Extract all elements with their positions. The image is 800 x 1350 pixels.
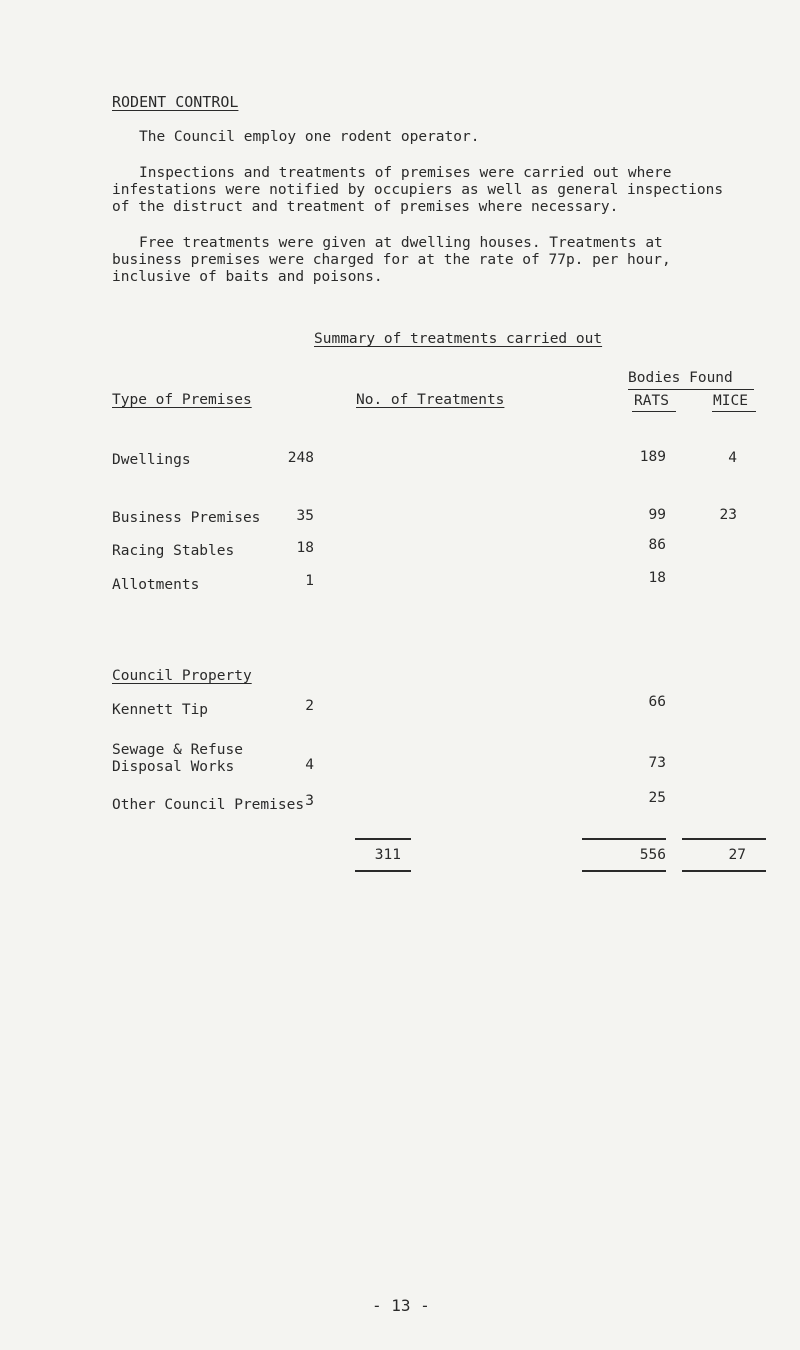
row-racing-type: Racing Stables: [112, 543, 235, 559]
paragraph-2-line-1: Inspections and treatments of premises were carried out where: [139, 165, 672, 181]
rats-underline: [632, 411, 676, 412]
mice-total-bottom-rule: [682, 870, 766, 872]
header-mice: MICE: [713, 393, 748, 409]
row-business-rats: 99: [648, 507, 666, 523]
row-dwellings-rats: 189: [639, 449, 666, 465]
row-sewage-type-line-1: Sewage & Refuse: [112, 742, 243, 758]
page-number: - 13 -: [372, 1296, 430, 1315]
row-sewage-rats: 73: [648, 755, 666, 771]
row-allotments-type: Allotments: [112, 577, 200, 593]
total-rats: 556: [639, 847, 666, 863]
row-dwellings-type: Dwellings: [112, 452, 191, 468]
header-bodies-found: Bodies Found: [628, 370, 733, 386]
treatments-total-top-rule: [355, 838, 411, 840]
rats-total-top-rule: [582, 838, 666, 840]
row-racing-rats: 86: [648, 537, 666, 553]
paragraph-2-line-3: of the distruct and treatment of premises where necessary.: [112, 199, 619, 215]
header-no-of-treatments: No. of Treatments: [356, 392, 505, 408]
mice-underline: [712, 411, 756, 412]
summary-title: Summary of treatments carried out: [314, 331, 603, 347]
treatments-total-bottom-rule: [355, 870, 411, 872]
row-business-type: Business Premises: [112, 510, 261, 526]
mice-total-top-rule: [682, 838, 766, 840]
page-title: RODENT CONTROL: [112, 93, 239, 111]
header-type-of-premises: Type of Premises: [112, 392, 252, 408]
row-business-treatments: 35: [296, 508, 314, 524]
paragraph-3-line-2: business premises were charged for at the rate of 77p. per hour,: [112, 252, 671, 268]
row-other-council-type: Other Council Premises: [112, 797, 305, 813]
row-dwellings-treatments: 248: [287, 450, 314, 466]
paragraph-2-line-2: infestations were notified by occupiers as well as general inspections: [112, 182, 724, 198]
row-other-council-treatments: 3: [305, 793, 314, 809]
row-sewage-type-line-2: Disposal Works: [112, 759, 235, 775]
row-sewage-treatments: 4: [305, 757, 314, 773]
header-rats: RATS: [634, 393, 669, 409]
row-kennett-tip-rats: 66: [648, 694, 666, 710]
paragraph-3-line-1: Free treatments were given at dwelling houses. Treatments at: [139, 235, 663, 251]
row-dwellings-mice: 4: [728, 450, 737, 466]
total-mice: 27: [728, 847, 746, 863]
paragraph-1: The Council employ one rodent operator.: [139, 129, 480, 145]
row-kennett-tip-treatments: 2: [305, 698, 314, 714]
bodies-found-rule: [628, 389, 754, 390]
total-treatments: 311: [374, 847, 401, 863]
paragraph-3-line-3: inclusive of baits and poisons.: [112, 269, 383, 285]
row-kennett-tip-type: Kennett Tip: [112, 702, 209, 718]
row-business-mice: 23: [719, 507, 737, 523]
row-racing-treatments: 18: [296, 540, 314, 556]
row-allotments-rats: 18: [648, 570, 666, 586]
rats-total-bottom-rule: [582, 870, 666, 872]
row-allotments-treatments: 1: [305, 573, 314, 589]
council-property-title: Council Property: [112, 668, 252, 684]
row-other-council-rats: 25: [648, 790, 666, 806]
